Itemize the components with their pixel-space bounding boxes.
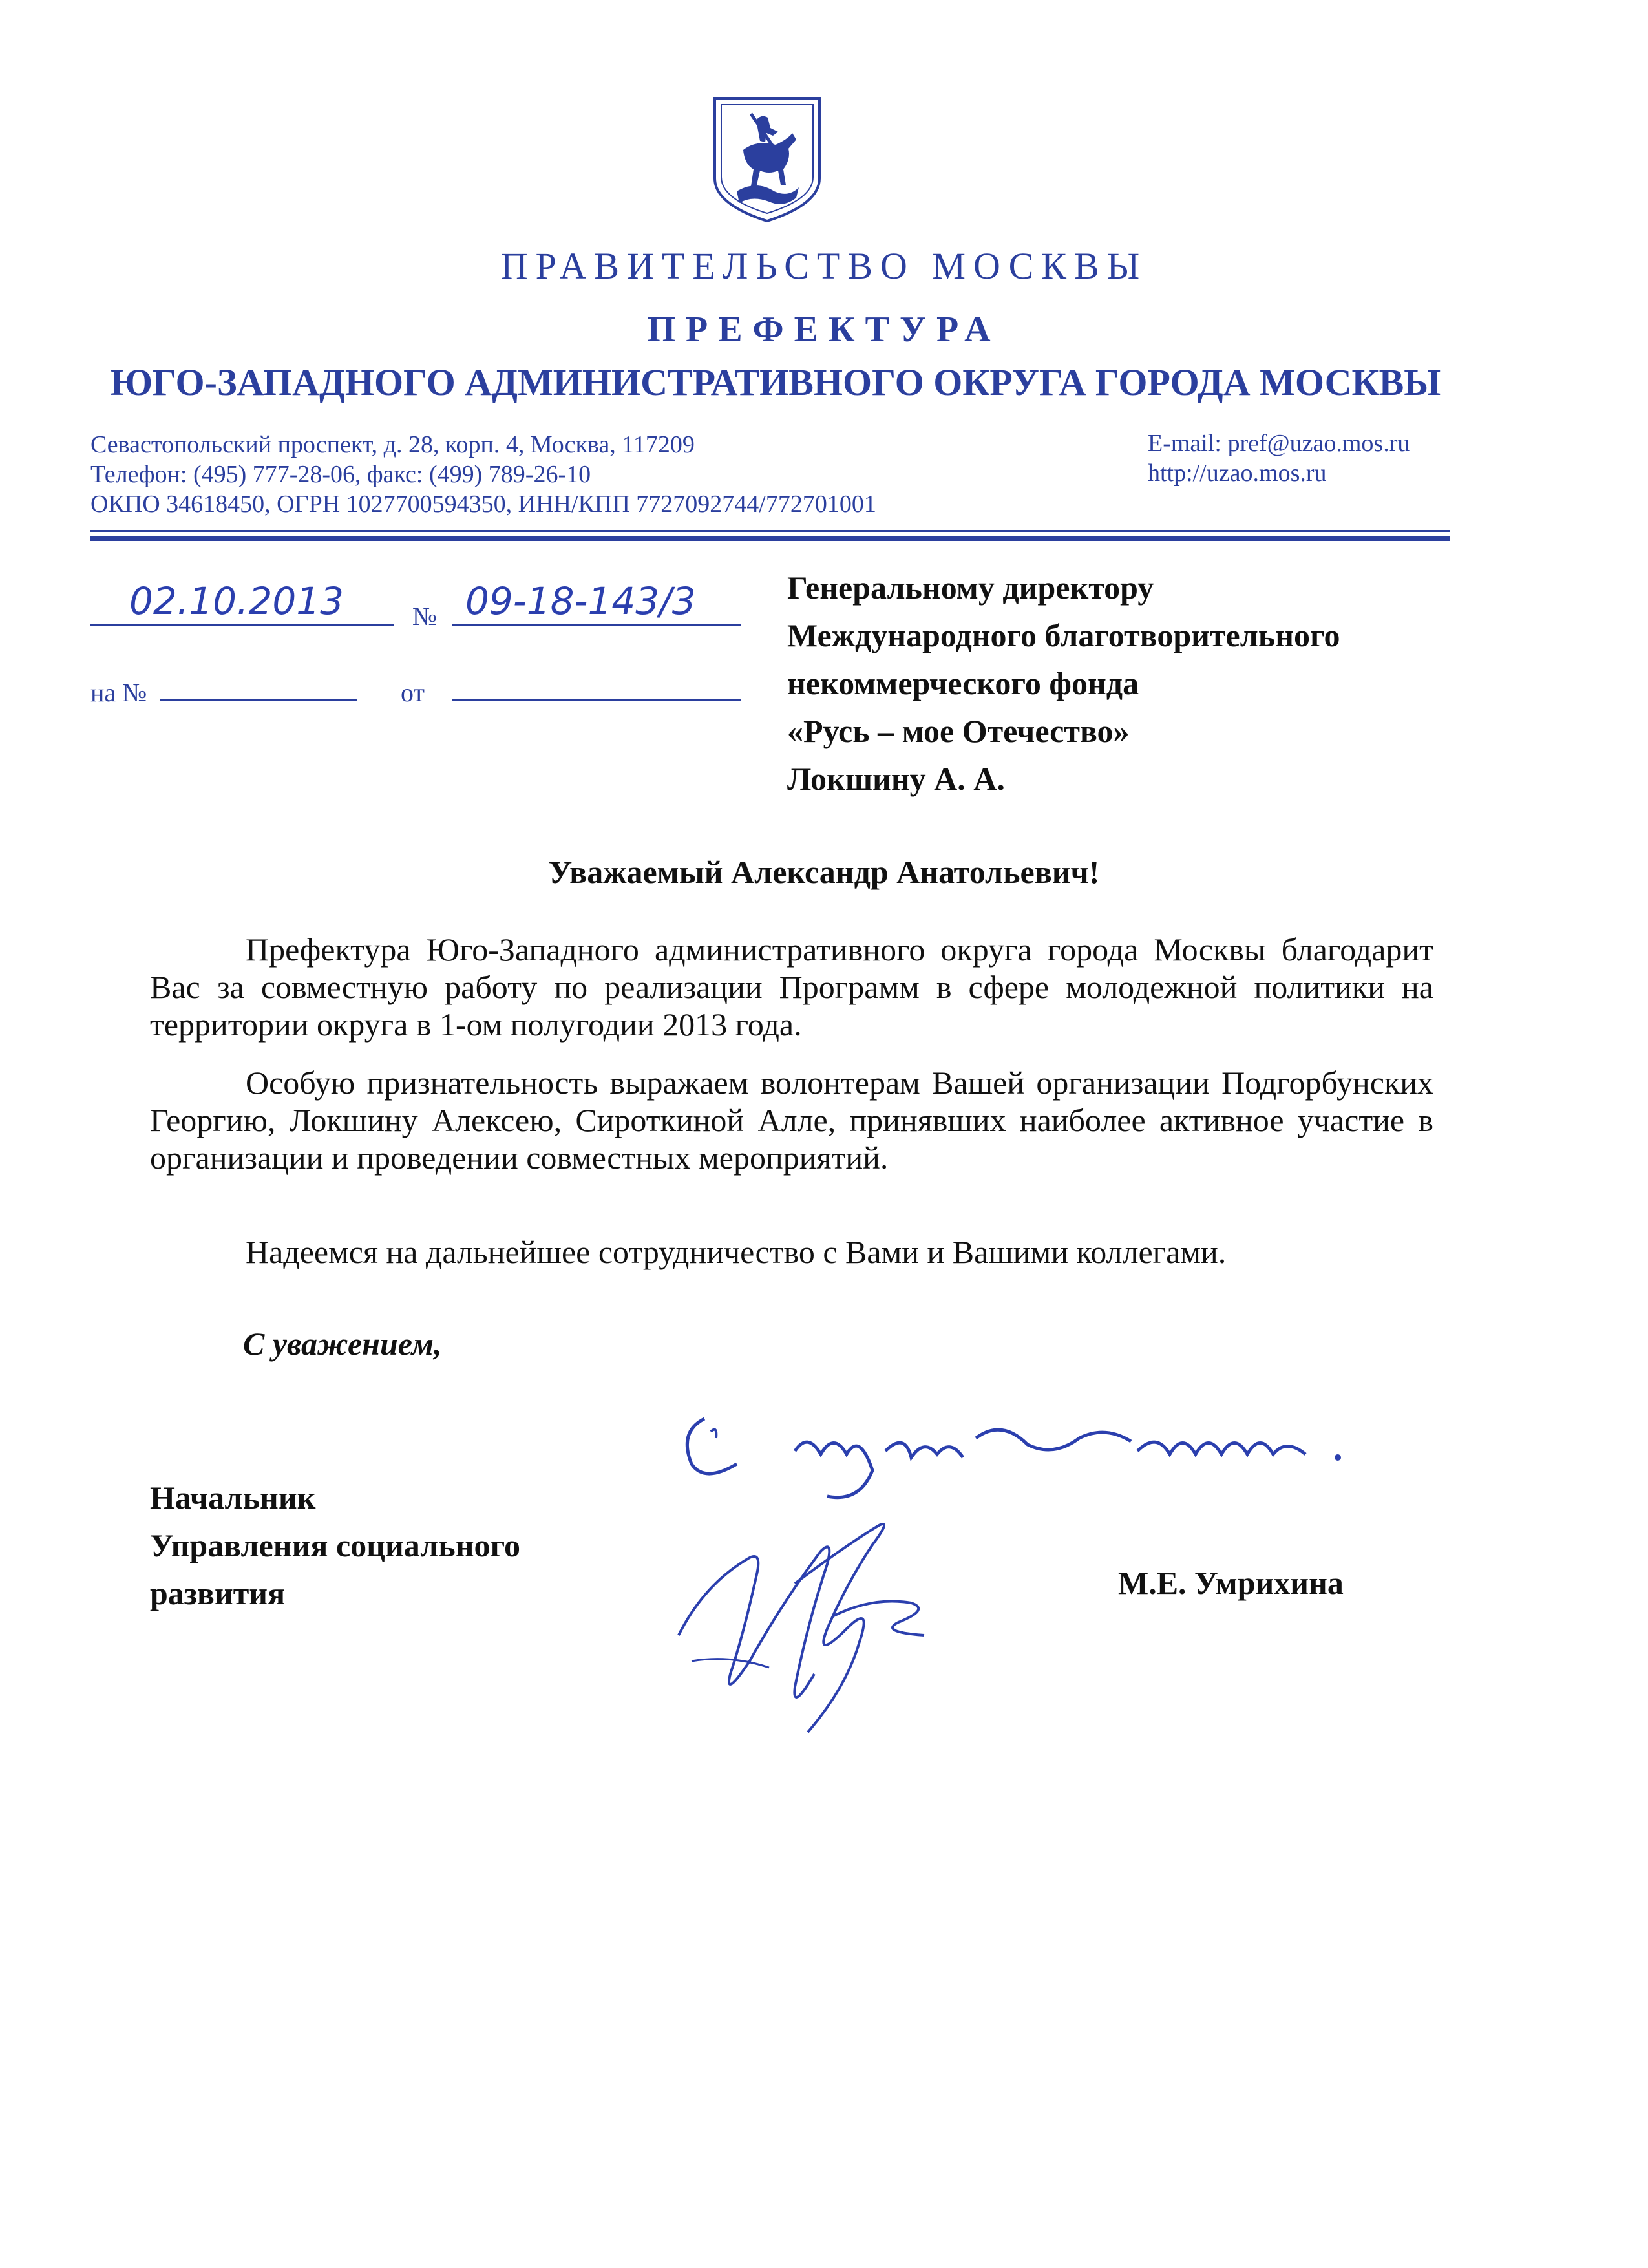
date-underline (90, 624, 394, 626)
signatory-title-line: Управления социального (150, 1527, 520, 1563)
website-line[interactable]: http://uzao.mos.ru (1148, 460, 1327, 487)
body-paragraph-3: Надеемся на дальнейшее сотрудничество с Вами и Вашими коллегами. (246, 1234, 1227, 1270)
address-line: Севастопольский проспект, д. 28, корп. 4, Москва, 117209 (90, 431, 695, 458)
closing-phrase: С уважением, (243, 1326, 442, 1362)
handwritten-signature (653, 1506, 1053, 1739)
signatory-title-line: развития (150, 1575, 286, 1611)
reply-number-line (160, 699, 357, 701)
addressee-line: Международного благотворительного (787, 617, 1340, 653)
header-divider-thick (90, 536, 1450, 541)
handwritten-regards (666, 1393, 1370, 1503)
salutation: Уважаемый Александр Анатольевич! (548, 854, 1100, 890)
number-label: № (412, 602, 438, 631)
signatory-title (150, 1474, 520, 1617)
email-line[interactable]: E-mail: pref@uzao.mos.ru (1148, 430, 1410, 457)
phone-line: Телефон: (495) 777-28-06, факс: (499) 789-26-10 (90, 461, 591, 488)
number-underline (452, 624, 741, 626)
addressee-line: некоммерческого фонда (787, 665, 1139, 701)
org-contacts (90, 430, 876, 519)
district-title: ЮГО-ЗАПАДНОГО АДМИНИСТРАТИВНОГО ОКРУГА ГОРОДА МОСКВЫ (110, 361, 1441, 403)
addressee-line: «Русь – мое Отечество» (787, 713, 1130, 749)
org-online-contacts (1148, 429, 1410, 488)
handwritten-number: 09-18-143/3 (465, 579, 696, 623)
prefecture-title: ПРЕФЕКТУРА (647, 310, 1001, 350)
body-paragraph-2: Особую признательность выражаем волонтерам Вашей организации Подгорбунских Георгию, Локшину Алексею, Сироткиной Алле, принявших наиболее активное участие в организации и проведении совместных мероприятий. (150, 1065, 1433, 1176)
body-paragraph-1: Префектура Юго-Западного административного округа города Москвы благодарит Вас за совместную работу по реализации Программ в сфере молодежной политики на территории округа в 1-ом полугодии 2013 года. (150, 931, 1433, 1043)
addressee-block (787, 564, 1340, 803)
header-divider-thin (90, 530, 1450, 532)
signatory-title-line: Начальник (150, 1479, 316, 1516)
reply-to-label: на № (90, 678, 147, 707)
from-date-line (452, 699, 741, 701)
addressee-line: Генеральному директору (787, 569, 1154, 606)
government-title: ПРАВИТЕЛЬСТВО МОСКВЫ (500, 245, 1148, 287)
handwritten-date: 02.10.2013 (129, 579, 344, 623)
addressee-line: Локшину А. А. (787, 761, 1005, 797)
codes-line: ОКПО 34618450, ОГРН 1027700594350, ИНН/КПП 7727092744/772701001 (90, 491, 876, 518)
signatory-name: М.Е. Умрихина (1118, 1565, 1344, 1601)
moscow-coat-of-arms-icon (711, 94, 823, 224)
from-label: от (401, 678, 425, 707)
